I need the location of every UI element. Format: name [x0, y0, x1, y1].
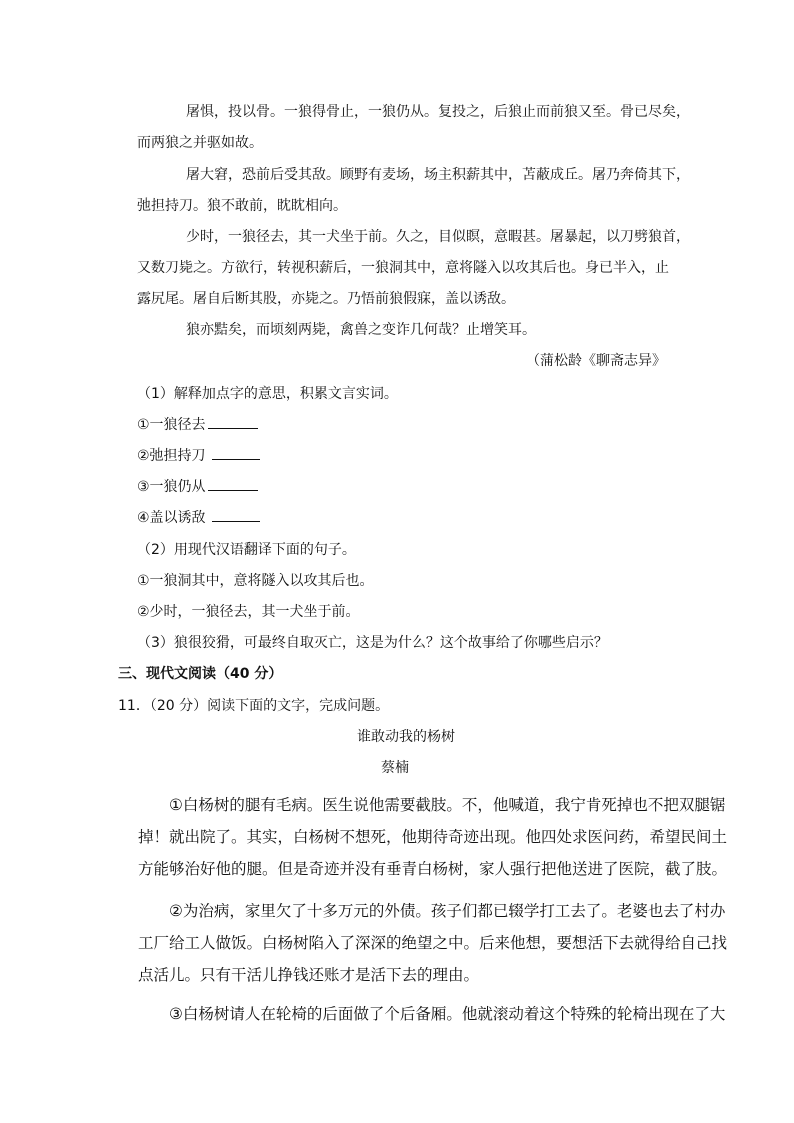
answer-blank[interactable] — [212, 509, 260, 522]
q3-question: （3）狼很狡猾，可最终自取灭亡，这是为什么？这个故事给了你哪些启示？ — [137, 635, 608, 651]
article-line: ③白杨树请人在轮椅的后面做了个后备厢。他就滚动着这个特殊的轮椅出现在了大 — [169, 1005, 726, 1023]
q2-item: ①一狼洞其中，意将隧入以攻其后也。 — [137, 573, 374, 589]
q1-item-text: ③一狼仍从 — [137, 479, 206, 495]
passage-line: 而两狼之并驱如故。 — [137, 135, 263, 151]
article-line: ①白杨树的腿有毛病。医生说他需要截肢。不，他喊道，我宁肯死掉也不把双腿锯 — [169, 796, 726, 814]
passage-source: （蒲松龄《聊斋志异》 — [526, 353, 666, 369]
q1-item — [137, 416, 258, 434]
answer-blank[interactable] — [208, 416, 258, 429]
passage-line: 狼亦黠矣，而顷刻两毙，禽兽之变诈几何哉？止增笑耳。 — [186, 322, 536, 338]
q1-item-text: ④盖以诱敌 — [137, 510, 211, 526]
q1-item — [137, 509, 260, 527]
article-line: 点活儿。只有干活儿挣钱还账才是活下去的理由。 — [138, 966, 480, 984]
q1-item — [137, 447, 260, 465]
q1-title: （1）解释加点字的意思，积累文言实词。 — [137, 386, 398, 402]
article-title: 谁敢动我的杨树 — [357, 729, 455, 745]
passage-line: 露尻尾。屠自后断其股，亦毙之。乃悟前狼假寐，盖以诱敌。 — [137, 291, 515, 307]
q1-item-text: ①一狼径去 — [137, 417, 206, 433]
article-line: 工厂给工人做饭。白杨树陷入了深深的绝望之中。后来他想，要想活下去就得给自己找 — [138, 934, 728, 952]
q1-item — [137, 478, 258, 496]
passage-line: 弛担持刀。狼不敢前，眈眈相向。 — [137, 198, 347, 214]
article-line: 方能够治好他的腿。但是奇迹并没有垂青白杨树，家人强行把他送进了医院，截了肢。 — [138, 860, 728, 878]
answer-blank[interactable] — [212, 447, 260, 460]
q2-item: ②少时，一狼径去，其一犬坐于前。 — [137, 604, 360, 620]
section-heading: 三、现代文阅读（40 分） — [118, 666, 283, 682]
q2-title: （2）用现代汉语翻译下面的句子。 — [137, 542, 356, 558]
article-line: ②为治病，家里欠了十多万元的外债。孩子们都已辍学打工去了。老婆也去了村办 — [169, 902, 726, 920]
article-line: 掉！就出院了。其实，白杨树不想死，他期待奇迹出现。他四处求医问药，希望民间土 — [138, 828, 728, 846]
q1-item-text: ②弛担持刀 — [137, 448, 211, 464]
passage-line: 屠惧，投以骨。一狼得骨止，一狼仍从。复投之，后狼止而前狼又至。骨已尽矣， — [186, 104, 690, 120]
passage-line: 少时，一狼径去，其一犬坐于前。久之，目似瞑，意暇甚。屠暴起，以刀劈狼首， — [186, 229, 690, 245]
passage-line: 屠大窘，恐前后受其敌。顾野有麦场，场主积薪其中，苫蔽成丘。屠乃奔倚其下， — [186, 167, 690, 183]
passage-line: 又数刀毙之。方欲行，转视积薪后，一狼洞其中，意将隧入以攻其后也。身已半入，止 — [137, 260, 669, 276]
article-author: 蔡楠 — [381, 760, 409, 776]
question-11-intro: 11．（20 分）阅读下面的文字，完成问题。 — [118, 698, 390, 714]
answer-blank[interactable] — [208, 478, 258, 491]
